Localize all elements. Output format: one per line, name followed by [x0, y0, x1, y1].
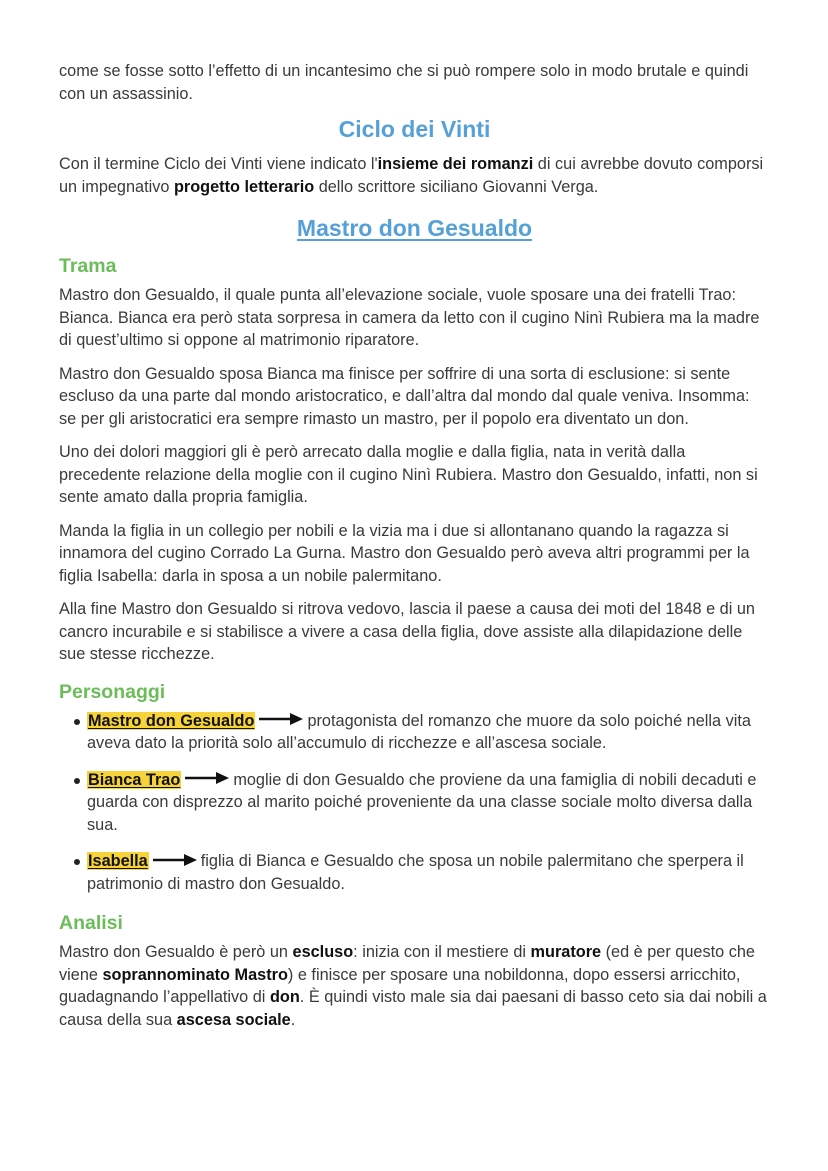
analisi-paragraph: Mastro don Gesualdo è però un escluso: inizia con il mestiere di muratore (ed è per questo che viene soprannominato Mastro) e finisce per sposare una nobildonna, dopo essersi arricchito, guadagnando l’appellativo di don. È quindi visto male sia dai paesani di basso ceto sia dai nobili a causa della sua ascesa sociale. — [59, 943, 767, 1029]
character-description: protagonista del romanzo che muore da solo poiché nella vita aveva dato la priorità solo all’accumulo di ricchezze e all’ascesa sociale. — [87, 711, 751, 752]
character-name: Mastro don Gesualdo — [88, 711, 255, 730]
arrow-right-icon — [185, 772, 229, 784]
list-item — [87, 769, 770, 837]
personaggi-list — [59, 710, 770, 896]
trama-paragraph-4: Manda la figlia in un collegio per nobili e la vizia ma i due si allontanano quando la ragazza si innamora del cugino Corrado La Gurna. Mastro don Gesualdo però aveva altri programmi per la figlia Isabella: darla in sposa a un nobile palermitano. — [59, 521, 750, 585]
arrow-right-icon — [259, 713, 303, 725]
analisi-heading: Analisi — [59, 912, 123, 934]
intro-paragraph: come se fosse sotto l’effetto di un incantesimo che si può rompere solo in modo brutale e quindi con un assassinio. — [59, 62, 749, 103]
trama-paragraph-2: Mastro don Gesualdo sposa Bianca ma finisce per soffrire di una sorta di esclusione: si sente escluso da una parte dal mondo aristocratico, e dall’altra dal mondo dal quale veniva. Insomma: se per gli aristocratici era sempre rimasto un mastro, per il popolo era diventato un don. — [59, 364, 750, 428]
trama-paragraph-3: Uno dei dolori maggiori gli è però arrecato dalla moglie e dalla figlia, nata in verità dalla precedente relazione della moglie con il cugino Ninì Rubiera. Mastro don Gesualdo, infatti, non si sente amato dalla propria famiglia. — [59, 443, 758, 506]
arrow-right-icon — [153, 854, 197, 866]
character-description: figlia di Bianca e Gesualdo che sposa un nobile palermitano che sperpera il patrimonio di mastro don Gesualdo. — [87, 852, 744, 893]
personaggi-heading: Personaggi — [59, 680, 166, 703]
character-description: moglie di don Gesualdo che proviene da una famiglia di nobili decaduti e guarda con disprezzo al marito poiché proveniente da una classe sociale molto diversa dalla sua. — [87, 770, 757, 834]
list-item — [87, 710, 770, 755]
mastro-title: Mastro don Gesualdo — [296, 215, 533, 241]
trama-heading: Trama — [59, 255, 117, 277]
trama-paragraph-1: Mastro don Gesualdo, il quale punta all’elevazione sociale, vuole sposare una dei fratelli Trao: Bianca. Bianca era però stata sorpresa in camera da letto con il cugino Ninì Rubiera ma la madre di quest’ultimo si oppone al matrimonio riparatore. — [59, 286, 760, 349]
ciclo-paragraph: Con il termine Ciclo dei Vinti viene indicato l'insieme dei romanzi di cui avrebbe dovuto comporsi un impegnativo progetto letterario dello scrittore siciliano Giovanni Verga. — [59, 155, 764, 196]
character-name: Bianca Trao — [88, 770, 181, 789]
list-item — [87, 850, 770, 895]
character-name: Isabella — [88, 852, 148, 870]
trama-paragraph-5: Alla fine Mastro don Gesualdo si ritrova vedovo, lascia il paese a causa dei moti del 1848 e di un cancro incurabile e si stabilisce a vivere a casa della figlia, dove assiste alla dilapidazione delle sue stesse ricchezze. — [59, 600, 755, 663]
ciclo-title: Ciclo dei Vinti — [338, 116, 491, 142]
